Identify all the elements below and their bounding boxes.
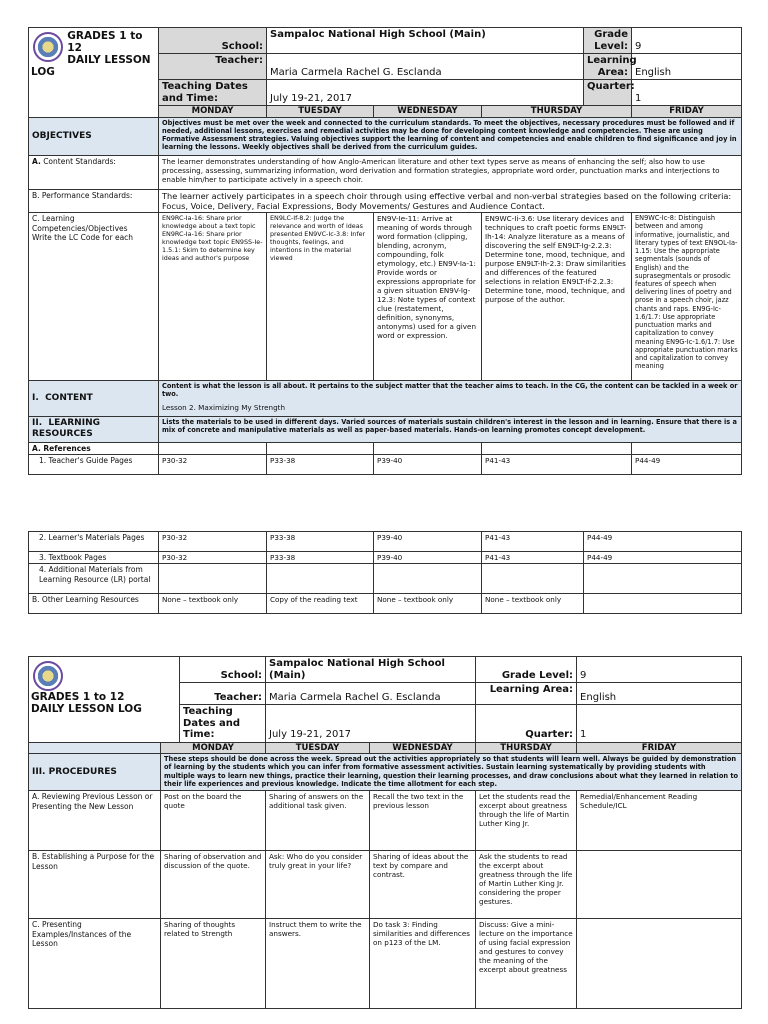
school-value: Sampaloc National High School (Main): [267, 28, 584, 54]
other-label: B. Other Learning Resources: [29, 594, 159, 614]
performance-standards-label: [29, 189, 159, 213]
other-wednesday: None – textbook only: [374, 594, 482, 614]
references-fri: [632, 442, 742, 454]
proc-c-friday: [577, 919, 742, 1009]
title-line-2: 12: [67, 42, 82, 55]
day-thursday: THURSDAY: [482, 106, 632, 118]
other-friday: [584, 594, 742, 614]
tb-thursday: P41-43: [482, 552, 584, 564]
teacher2-label: Teacher:: [180, 683, 266, 705]
proc-a-thursday: Let the students read the excerpt about greatness through the life of Martin Luther King Jr.: [476, 791, 577, 851]
procedures-note: These steps should be done across the week. Spread out the activities appropriately so that students will learn well. Always be guided by demonstration of learning by the students which you can infer from formative assessment activities. Sustain learning systematically by providing students with multiple ways to learn new things, practice their learning, question their learning processes, and draw conclusions about what they learned in relation to their life experiences and previous knowledge. Indicate the time allotment for each step.: [161, 754, 742, 791]
competencies-thursday: EN9WC-Ii-3.6: Use literary devices and techniques to craft poetic forms EN9LT-Ih-14: Analyze literature as a means of discovering the self EN9LT-Ig-2.2.3: Determine tone, mood, technique, and purpose EN9LT-Ih-2.3: Draw similarities and differences of the featured selections in relation EN9LT-If-2.2.3: Determine tone, mood, technique, and purpose of the author.: [482, 213, 632, 381]
proc-a-label: A. Reviewing Previous Lesson or Presenting the New Lesson: [29, 791, 161, 851]
day-monday: MONDAY: [159, 106, 267, 118]
am-wednesday: [374, 564, 482, 594]
lm-tuesday: P33-38: [267, 532, 374, 552]
tb-label: 3. Textbook Pages: [29, 552, 159, 564]
am-monday: [159, 564, 267, 594]
area2-value: English: [577, 683, 742, 705]
procedures-day-spacer: [29, 742, 161, 754]
proc-b-friday: [577, 851, 742, 919]
am-friday: [584, 564, 742, 594]
dates2-label: Teaching Dates and Time:: [180, 705, 266, 743]
lesson-log-table-resources: [28, 531, 742, 614]
other-tuesday: Copy of the reading text: [267, 594, 374, 614]
competencies-friday: EN9WC-Ic-8: Distinguish between and among informative, journalistic, and literary types of text EN9OL-Ia-1.15: Use the appropriate segmentals (sounds of English) and the suprasegmentals or prosodic features of speech when delivering lines of poetry and prose in a speech choir, jazz chants and raps. EN9G-Ic-1.6/1.7: Use appropriate punctuation marks and capitalization to convey meaning EN9G-Ic-1.6/1.7: Use appropriate punctuation marks and capitalization to convey meaning: [632, 213, 742, 381]
teacher-label: Teacher:: [159, 54, 267, 80]
performance-standards-num: B.: [32, 190, 40, 200]
lesson-log-table-top: [28, 27, 742, 475]
lm-label: 2. Learner's Materials Pages: [29, 532, 159, 552]
content-note: Content is what the lesson is all about. It pertains to the subject matter that the teacher aims to teach. In the CG, the content can be tackled in a week or two.: [162, 382, 738, 399]
content-standards-text: The learner demonstrates understanding of how Anglo-American literature and other text types serve as means of enhancing the self; also how to use processing, assessing, summarizing information, word derivation and formation strategies, appropriate word order, punctuation marks and interjections to enable him/her to participate actively in a speech choir.: [159, 155, 742, 189]
content-standards-label: [29, 155, 159, 189]
day2-monday: MONDAY: [161, 742, 266, 754]
tg-thursday: P41-43: [482, 455, 632, 475]
objectives-label: OBJECTIVES: [29, 117, 159, 155]
tg-tuesday: P33-38: [267, 455, 374, 475]
content-cell: [159, 381, 742, 417]
school-label: School:: [159, 28, 267, 54]
title-line-4: LOG: [31, 66, 55, 79]
competencies-wednesday: EN9V-Ie-11: Arrive at meaning of words through word formation (clipping, blending, acronym, compounding, folk etymology, etc.) EN9V-Ia-1: Provide words or expressions appropriate for a given situation EN9V-Ig-12.3: Note types of context clue (restatement, definition, synonyms, antonyms) used for a given word or expression.: [374, 213, 482, 381]
proc-a-monday: Post on the board the quote: [161, 791, 266, 851]
tg-label: 1. Teacher's Guide Pages: [29, 455, 159, 475]
procedures-num: III.: [32, 766, 46, 777]
day2-tuesday: TUESDAY: [266, 742, 370, 754]
performance-standards-text-label: Performance Standards:: [41, 190, 133, 200]
other-thursday: None – textbook only: [482, 594, 584, 614]
proc-a-wednesday: Recall the two text in the previous lesson: [370, 791, 476, 851]
competencies-lc-note: Write the LC Code for each: [32, 232, 134, 242]
references-label: A. References: [29, 442, 159, 454]
grade2-value: 9: [577, 657, 742, 683]
proc-c-wednesday: Do task 3: Finding similarities and differences on p123 of the LM.: [370, 919, 476, 1009]
title-line-3: DAILY LESSON: [67, 54, 151, 67]
proc-c-tuesday: Instruct them to write the answers.: [266, 919, 370, 1009]
content-standards-text-label: Content Standards:: [43, 156, 116, 166]
am-thursday: [482, 564, 584, 594]
proc-c-thursday: Discuss: Give a mini-lecture on the importance of using facial expression and gestures to convey the meaning of the excerpt about greatness: [476, 919, 577, 1009]
references-thu: [482, 442, 632, 454]
title2-line-1: GRADES 1 to 12: [31, 691, 125, 703]
procedures-label: [29, 754, 161, 791]
lesson-log-table-procedures: [28, 656, 742, 1009]
day2-thursday: THURSDAY: [476, 742, 577, 754]
references-wed: [374, 442, 482, 454]
day-wednesday: WEDNESDAY: [374, 106, 482, 118]
quarter-value: 1: [632, 80, 742, 106]
resources-text-label: LEARNING RESOURCES: [32, 418, 100, 440]
day-tuesday: TUESDAY: [267, 106, 374, 118]
day2-friday: FRIDAY: [577, 742, 742, 754]
quarter2-label: Quarter:: [476, 705, 577, 743]
references-tue: [267, 442, 374, 454]
title-line-1: GRADES 1 to: [67, 30, 143, 42]
area-value: English: [632, 54, 742, 80]
deped-seal-icon: [33, 32, 63, 62]
lm-wednesday: P39-40: [374, 532, 482, 552]
tg-monday: P30-32: [159, 455, 267, 475]
deped-seal-icon-2: [33, 661, 63, 691]
content-standards-num: A.: [32, 156, 41, 166]
quarter-label: Quarter:: [584, 80, 632, 106]
competencies-tuesday: EN9LC-If-8.2: Judge the relevance and worth of ideas presented EN9VC-Ic-3.8: Infer thoughts, feelings, and intentions in the material viewed: [267, 213, 374, 381]
proc-a-tuesday: Sharing of answers on the additional task given.: [266, 791, 370, 851]
quarter2-value: 1: [577, 705, 742, 743]
tg-friday: P44-49: [632, 455, 742, 475]
school2-label: School:: [180, 657, 266, 683]
competencies-num: C.: [32, 214, 40, 224]
proc-b-thursday: Ask the students to read the excerpt about greatness through the life of Martin Luther King Jr. considering the proper gestures.: [476, 851, 577, 919]
tg-wednesday: P39-40: [374, 455, 482, 475]
dates2-value: July 19-21, 2017: [266, 705, 476, 743]
content-lesson: Lesson 2. Maximizing My Strength: [162, 402, 286, 412]
other-monday: None – textbook only: [159, 594, 267, 614]
proc-b-wednesday: Sharing of ideas about the text by compare and contrast.: [370, 851, 476, 919]
am-label: 4. Additional Materials from Learning Resource (LR) portal: [29, 564, 159, 594]
tb-tuesday: P33-38: [267, 552, 374, 564]
resources-num: II.: [32, 418, 43, 429]
content-label: [29, 381, 159, 417]
day-friday: FRIDAY: [632, 106, 742, 118]
proc-a-friday: Remedial/Enhancement Reading Schedule/ICL: [577, 791, 742, 851]
competencies-text-label: Learning Competencies/Objectives: [32, 214, 128, 233]
tb-wednesday: P39-40: [374, 552, 482, 564]
log2-header-title: [29, 657, 180, 743]
tb-monday: P30-32: [159, 552, 267, 564]
grade-value: 9: [632, 28, 742, 54]
proc-b-tuesday: Ask: Who do you consider truly great in your life?: [266, 851, 370, 919]
area-label: Learning Area:: [584, 54, 632, 80]
area2-label: Learning Area:: [476, 683, 577, 705]
references-mon: [159, 442, 267, 454]
performance-standards-text: The learner actively participates in a speech choir through using effective verbal and non-verbal strategies based on the following criteria: Focus, Voice, Delivery, Facial Expressions, Body Movements/ Gestures and Audience Contact.: [159, 189, 742, 213]
content-num: I.: [32, 393, 39, 403]
lm-monday: P30-32: [159, 532, 267, 552]
lm-friday: P44-49: [584, 532, 742, 552]
day2-wednesday: WEDNESDAY: [370, 742, 476, 754]
proc-c-monday: Sharing of thoughts related to Strength: [161, 919, 266, 1009]
teacher-value: Maria Carmela Rachel G. Esclanda: [267, 54, 584, 80]
lm-thursday: P41-43: [482, 532, 584, 552]
grade-label: Grade Level:: [584, 28, 632, 54]
title2-line-2: DAILY LESSON LOG: [31, 703, 142, 716]
proc-c-label: C. Presenting Examples/Instances of the Lesson: [29, 919, 161, 1009]
school2-value: Sampaloc National High School (Main): [266, 657, 476, 683]
competencies-monday: EN9RC-Ia-16: Share prior knowledge about a text topic EN9RC-Ia-16: Share prior knowledge text topic EN9SS-Ie-1.5.1: Skim to determine key ideas and author's purpose: [159, 213, 267, 381]
procedures-text-label: PROCEDURES: [48, 766, 117, 777]
proc-b-monday: Sharing of observation and discussion of the quote.: [161, 851, 266, 919]
log-header-title: [29, 28, 159, 118]
grade2-label: Grade Level:: [476, 657, 577, 683]
content-text-label: CONTENT: [45, 393, 93, 403]
tb-friday: P44-49: [584, 552, 742, 564]
resources-label: [29, 417, 159, 443]
competencies-label: [29, 213, 159, 381]
teacher2-value: Maria Carmela Rachel G. Esclanda: [266, 683, 476, 705]
proc-b-label: B. Establishing a Purpose for the Lesson: [29, 851, 161, 919]
objectives-note: Objectives must be met over the week and connected to the curriculum standards. To meet the objectives, necessary procedures must be followed and if needed, additional lessons, exercises and remedial activities may be done for developing content knowledge and competencies. These are using Formative Assessment strategies. Valuing objectives support the learning of content and competencies and enable children to find significance and joy in learning the lessons. Weekly objectives shall be derived from the curriculum guides.: [159, 117, 742, 155]
am-tuesday: [267, 564, 374, 594]
dates-label: Teaching Dates and Time:: [159, 80, 267, 106]
resources-note: Lists the materials to be used in different days. Varied sources of materials sustain children's interest in the lesson and in learning. Ensure that there is a mix of concrete and manipulative materials as well as paper-based materials. Hands-on learning promotes concept development.: [159, 417, 742, 443]
dates-value: July 19-21, 2017: [267, 80, 584, 106]
